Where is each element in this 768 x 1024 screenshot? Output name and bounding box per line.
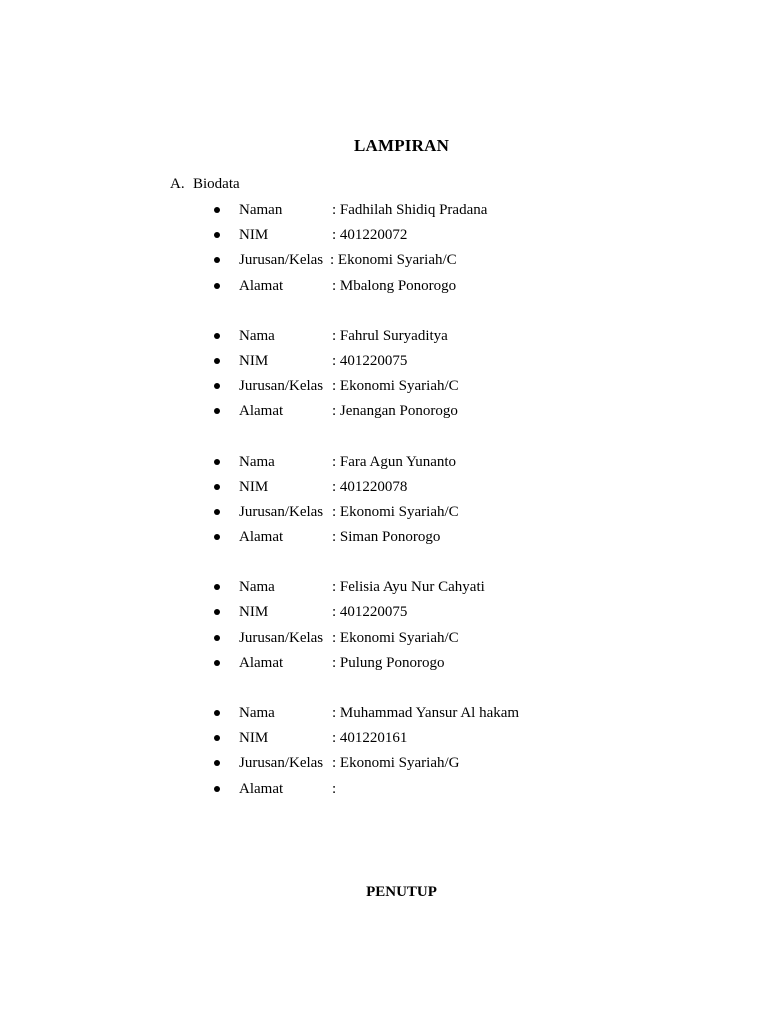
field-value: : Ekonomi Syariah/G (332, 755, 460, 772)
field-value: : 401220161 (332, 730, 408, 747)
list-item (214, 626, 714, 651)
bullet-icon (214, 408, 220, 414)
field-value: : Fara Agun Yunanto (332, 453, 457, 470)
list-item (214, 374, 714, 399)
list-item (214, 777, 714, 802)
page-title: LAMPIRAN (353, 136, 450, 155)
bullet-icon (214, 257, 220, 263)
field-value: : Ekonomi Syariah/C (332, 503, 459, 520)
bullet-icon (214, 383, 220, 389)
list-item (214, 349, 714, 374)
field-label: Jurusan/Kelas (239, 755, 324, 772)
field-value: : 401220075 (332, 352, 408, 369)
field-label: NIM (239, 730, 269, 747)
bullet-icon (214, 760, 220, 766)
list-item (214, 701, 714, 726)
field-label: Nama (239, 579, 275, 596)
bullet-icon (214, 484, 220, 490)
field-value: : Siman Ponorogo (332, 529, 441, 546)
field-label: NIM (239, 352, 269, 369)
bullet-icon (214, 333, 220, 339)
field-label: Alamat (239, 780, 284, 797)
field-value: : Ekonomi Syariah/C (332, 629, 459, 646)
field-label: Naman (239, 202, 283, 218)
bullet-icon (214, 509, 220, 515)
bullet-icon (214, 283, 220, 289)
list-item (214, 726, 714, 751)
list-item (214, 651, 714, 676)
field-label: Jurusan/Kelas (239, 252, 324, 269)
section-title: Biodata (193, 176, 240, 192)
field-label: Jurusan/Kelas (239, 503, 324, 520)
list-item (214, 223, 714, 248)
list-item (214, 575, 714, 600)
field-label: NIM (239, 478, 269, 495)
field-label: Alamat (239, 529, 284, 546)
bullet-icon (214, 735, 220, 741)
list-item (214, 198, 714, 223)
closing-heading: PENUTUP (366, 884, 437, 900)
list-item (214, 399, 714, 424)
field-value: : Fahrul Suryaditya (332, 327, 448, 344)
list-item (214, 450, 714, 475)
field-label: Jurusan/Kelas (239, 629, 324, 646)
list-item (214, 248, 714, 273)
bullet-icon (214, 635, 220, 641)
field-value: : Fadhilah Shidiq Pradana (332, 202, 488, 218)
bullet-icon (214, 609, 220, 615)
list-item (214, 600, 714, 625)
field-value: : Ekonomi Syariah/C (330, 252, 457, 269)
field-value: : Ekonomi Syariah/C (332, 378, 459, 395)
field-label: Jurusan/Kelas (239, 378, 324, 395)
bullet-icon (214, 786, 220, 792)
field-label: NIM (239, 604, 269, 621)
field-label: Alamat (239, 654, 284, 671)
field-value: : Jenangan Ponorogo (332, 403, 458, 420)
biodata-list (214, 198, 714, 802)
list-item (214, 525, 714, 550)
field-label: Nama (239, 327, 275, 344)
field-value: : 401220075 (332, 604, 408, 621)
field-label: Nama (239, 453, 275, 470)
list-item (214, 324, 714, 349)
bullet-icon (214, 584, 220, 590)
bullet-icon (214, 710, 220, 716)
bullet-icon (214, 232, 220, 238)
field-label: Nama (239, 705, 275, 721)
bullet-icon (214, 459, 220, 465)
bullet-icon (214, 660, 220, 666)
list-item (214, 475, 714, 500)
field-value: : (332, 780, 337, 797)
field-value: : Pulung Ponorogo (332, 654, 445, 671)
section-letter: A. (170, 176, 185, 192)
field-value: : Muhammad Yansur Al hakam (332, 705, 520, 721)
field-label: NIM (239, 227, 269, 244)
list-item (214, 500, 714, 525)
list-item (214, 274, 714, 299)
field-value: : Felisia Ayu Nur Cahyati (332, 579, 485, 596)
field-value: : 401220072 (332, 227, 408, 244)
field-label: Alamat (239, 403, 284, 420)
list-item (214, 751, 714, 776)
bullet-icon (214, 207, 220, 213)
bullet-icon (214, 534, 220, 540)
field-label: Alamat (239, 277, 284, 294)
section-heading (170, 176, 240, 193)
field-value: : Mbalong Ponorogo (332, 277, 457, 294)
bullet-icon (214, 358, 220, 364)
field-value: : 401220078 (332, 478, 408, 495)
